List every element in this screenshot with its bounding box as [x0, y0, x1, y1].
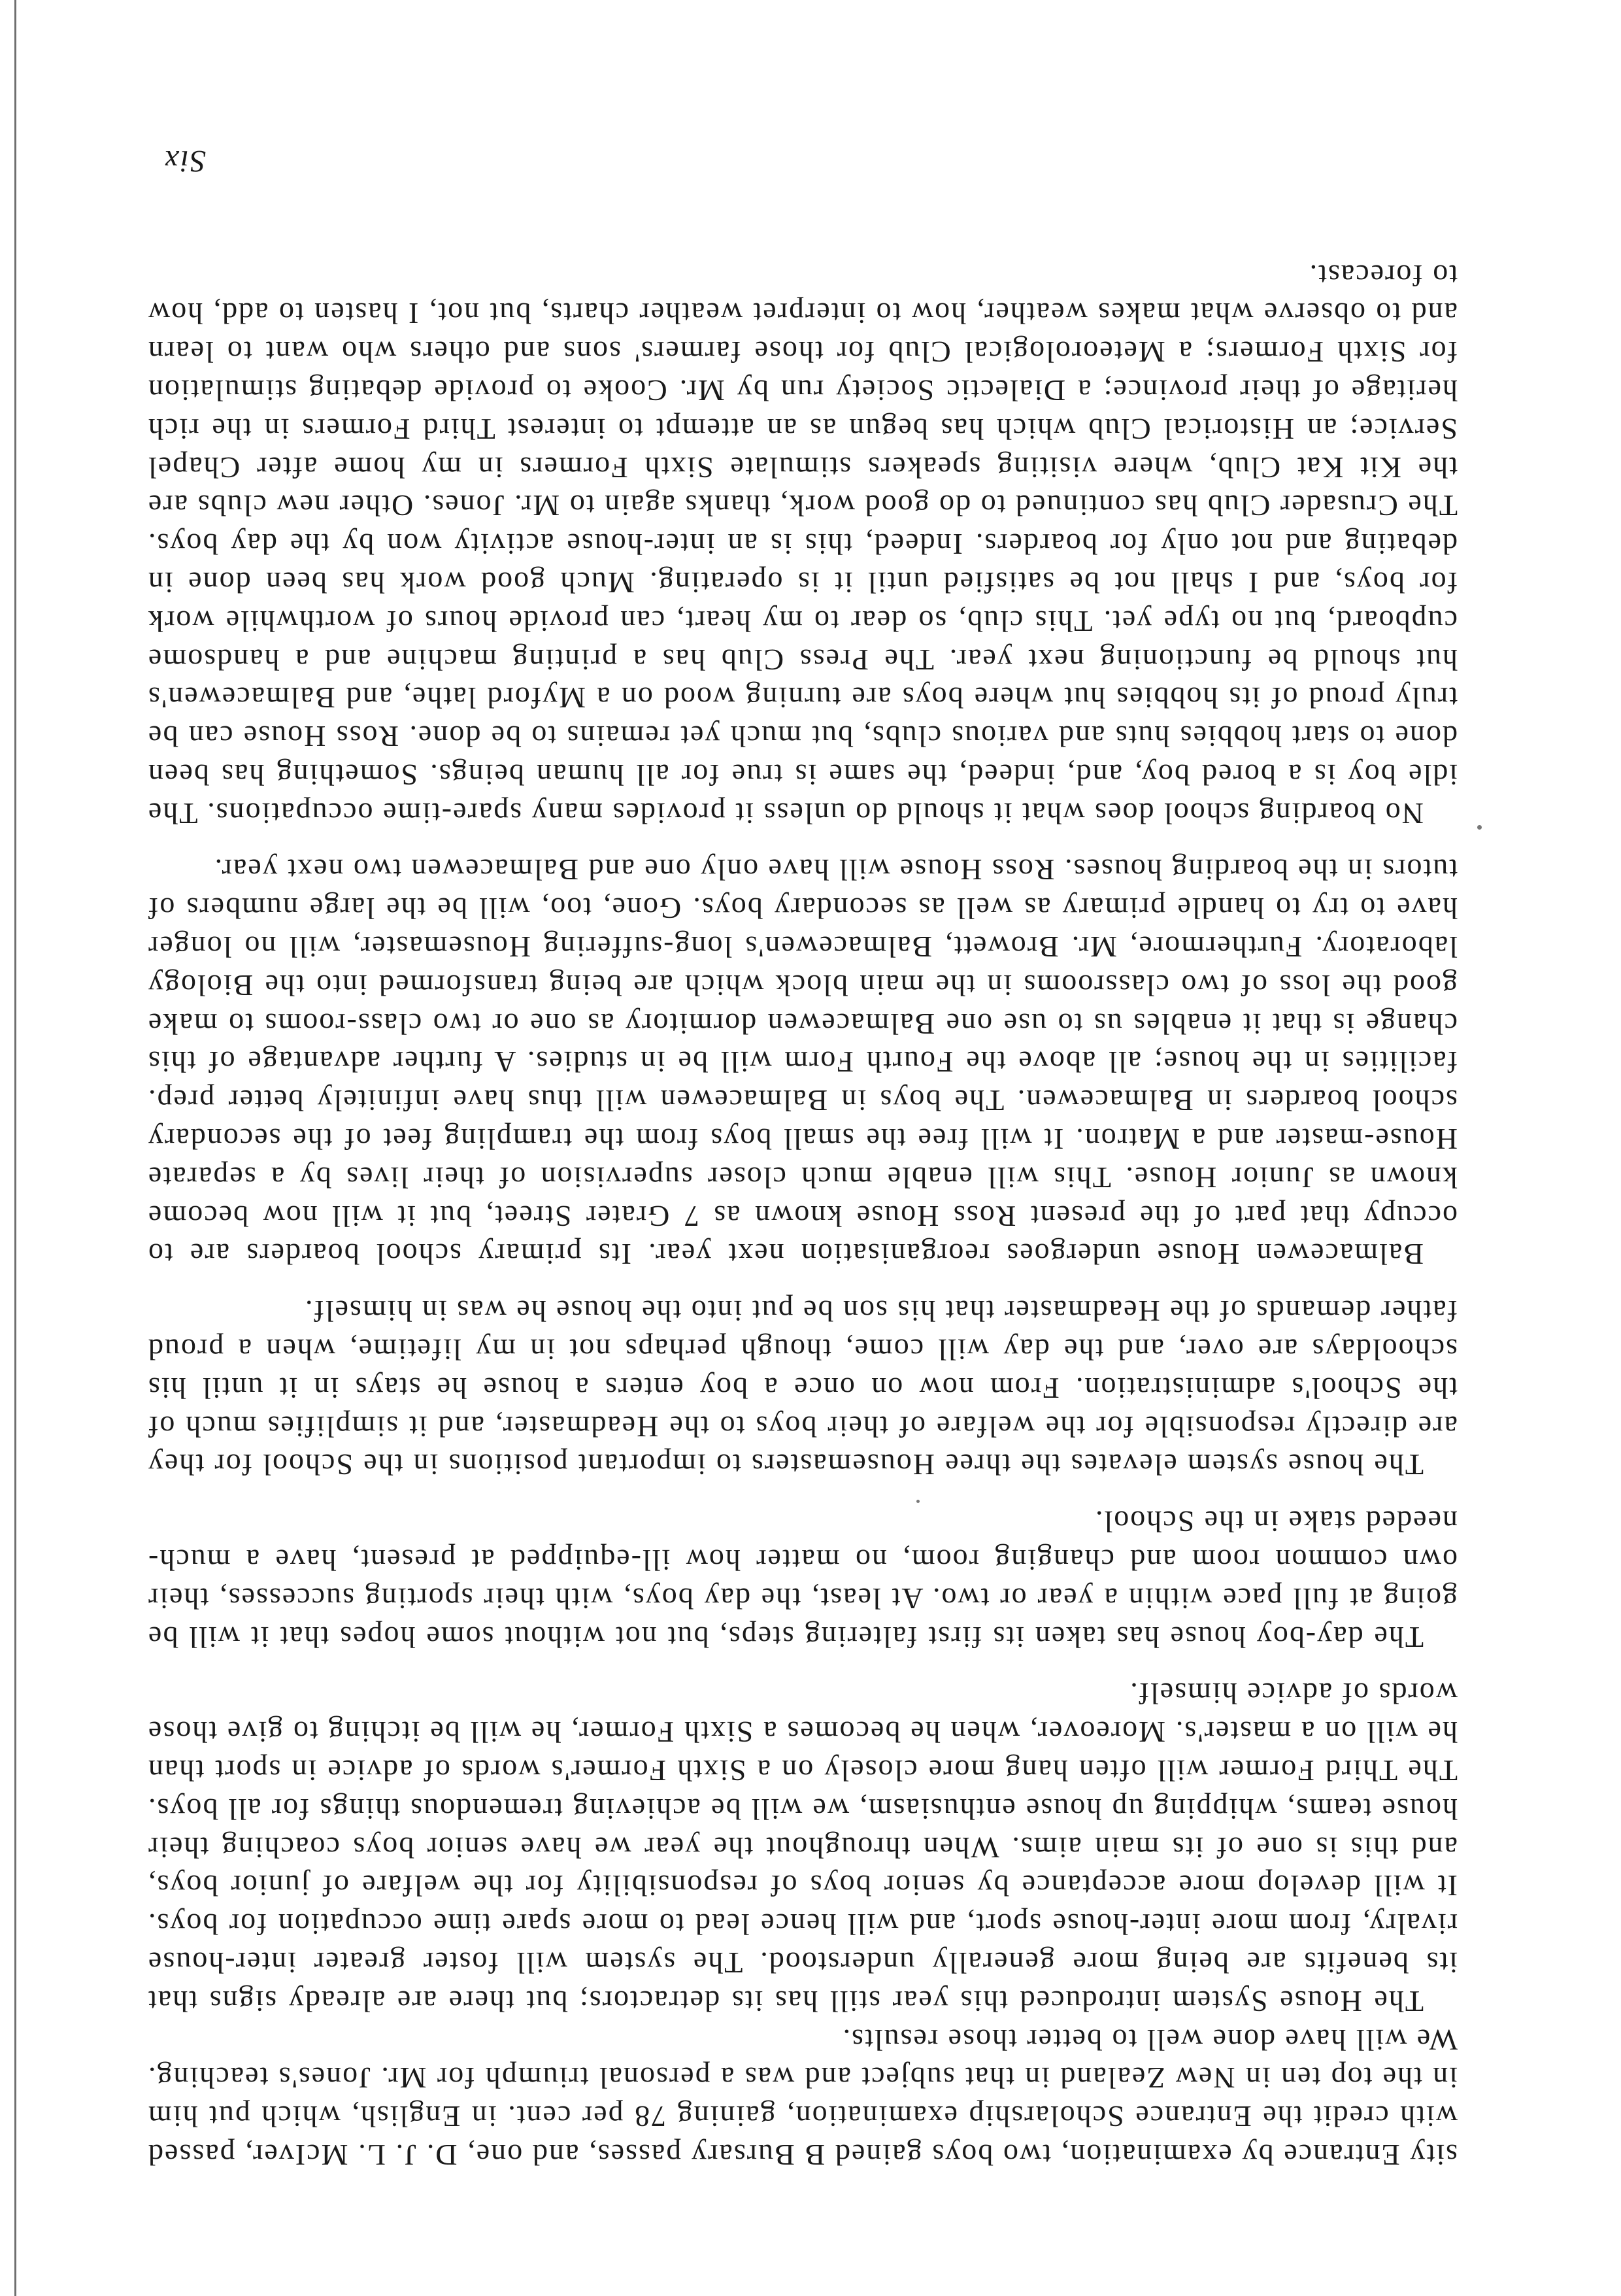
paragraph-housemasters: The house system elevates the three Housemasters to important positions in the School for they are directly responsible for the welfare of their boys to the Headmaster, and it simplifies much of the School's administration. From now on once a boy enters a house he stays in it until his schooldays are over, and the day will come, though perhaps not in my lifetime, when a proud father demands of the Headmaster that his son be put into the house he was in himself.: [147, 1294, 1458, 1482]
paragraph-clubs: No boarding school does what it should do unless it provides many spare-time occupations. The idle boy is a bored boy, and, indeed, the same is true for all human beings. Something has been done to start hobbies huts and various clubs, but much yet remains to be done. Ross House can be truly proud of its hobbies hut where boys are turning wood on a Myford lathe, and Balmacewen's hut should be functioning next year. The Press Club has a printing machine and a handsome cupboard, but no type yet. This club, so dear to my heart, can provide hours of worthwhile work for boys, and I shall not be satisfied until it is operating. Much good work has been done in debating and not only for boarders. Indeed, this is an inter-house activity won by the day boys. The Crusader Club has continued to do good work, thanks again to Mr. Jones. Other new clubs are the Kit Kat Club, where visiting speakers stimulate Sixth Formers in my home after Chapel Service; an Historical Club which has begun as an attempt to interest Third Formers in the rich heritage of their province; a Dialectic Society run by Mr. Cooke to provide debating stimulation for Sixth Formers; a Meteorological Club for those farmers' sons and others who want to learn and to observe what makes weather, how to interpret weather charts, but not, I hasten to add, how to forecast.: [147, 258, 1458, 830]
page-number: Six: [163, 144, 206, 178]
body-text: [147, 256, 1458, 2174]
paragraph-continuation: sity Entrance by examination, two boys gained B Bursary passes, and one, D. J. L. McIver, passed with credit the Entrance Scholarship examination, gaining 78 per cent. in English, which put him in the top ten in New Zealand in that subject and was a personal triumph for Mr. Jones's teaching. We will have done well to better those results.: [147, 2023, 1458, 2172]
paragraph-balmacewen: Balmacewen House undergoes reorganisation next year. Its primary school boarders are to occupy that part of the present Ross House known as 7 Grater Street, but it will now become known as Junior House. This will enable much closer supervision of their lives by a separate House-master and a Matron. It will free the small boys from the trampling feet of the secondary school boarders in Balmacewen. The boys in Balmacewen will thus have infinitely better prep. facilities in the house; all above the Fourth Form will be in studies. A further advantage of this change is that it enables us to use one Balmacewen dormitory as one or two class-rooms to make good the loss of two classrooms in the main block which are being transformed into the Biology laboratory. Furthermore, Mr. Browett, Balmacewen's long-suffering Housemaster, will no longer have to try to handle primary as well as secondary boys. Gone, too, will be the large numbers of tutors in the boarding houses. Ross House will have only one and Balmacewen two next year.: [147, 853, 1458, 1272]
paragraph-house-system: The House System introduced this year still has its detractors; but there are already signs that its benefits are being more generally understood. The system will foster greater inter-house rivalry, from more inter-house sport, and will hence lead to more spare time occupation for boys. It will develop more acceptance by senior boys of responsibility for the welfare of junior boys, and this is one of its main aims. When throughout the year we have senior boys coaching their house teams, whipping up house enthusiasm, we will be achieving tremendous things for all boys. The Third Former will often hang more closely on a Sixth Former's words of advice in sport than he will on a master's. Moreover, when he becomes a Sixth Former, he will be itching to give those words of advice himself.: [147, 1677, 1458, 2018]
paragraph-day-boy-house: The day-boy house has taken its first faltering steps, but not without some hopes that it will be going at full pace within a year or two. At least, the day boys, with their sporting successes, their own common room and changing room, no matter how ill-equipped at present, have a much-needed stake in the School.: [147, 1505, 1458, 1654]
